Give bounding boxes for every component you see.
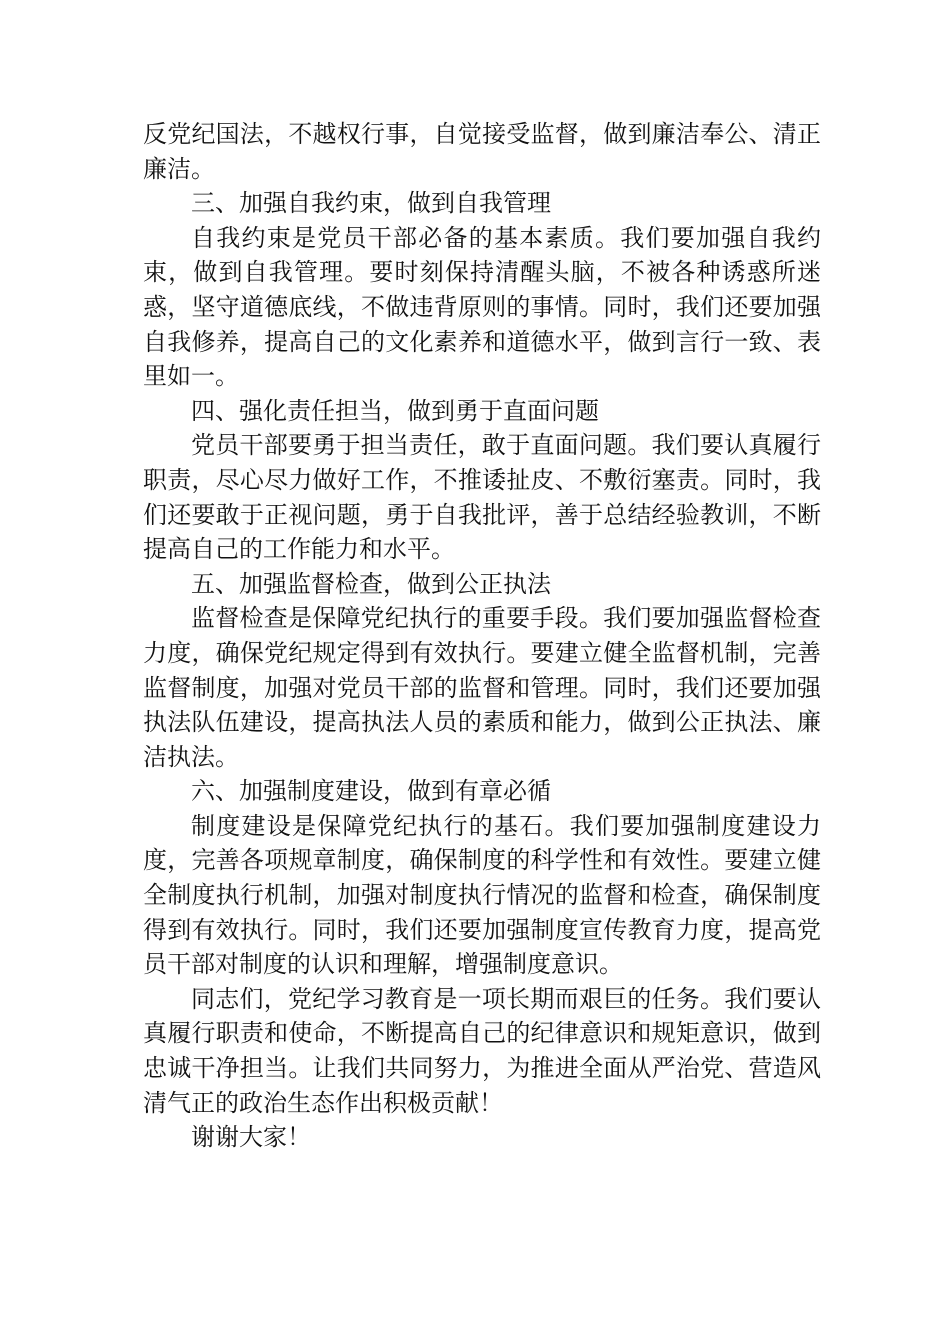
paragraph-continued: 反党纪国法，不越权行事，自觉接受监督，做到廉洁奉公、清正廉洁。 bbox=[143, 120, 821, 183]
section-heading-6: 六、加强制度建设，做到有章必循 bbox=[191, 777, 551, 806]
section-heading-3: 三、加强自我约束，做到自我管理 bbox=[191, 189, 551, 218]
paragraph-institution: 制度建设是保障党纪执行的基石。我们要加强制度建设力度，完善各项规章制度，确保制度的科学性和有效性。要建立健全制度执行机制，加强对制度执行情况的监督和检查，确保制度得到有效执行。同时，我们还要加强制度宣传教育力度，提高党员干部对制度的认识和理解，增强制度意识。 bbox=[143, 811, 821, 979]
section-heading-4: 四、强化责任担当，做到勇于直面问题 bbox=[191, 396, 599, 425]
paragraph-self-discipline: 自我约束是党员干部必备的基本素质。我们要加强自我约束，做到自我管理。要时刻保持清醒头脑，不被各种诱惑所迷惑，坚守道德底线，不做违背原则的事情。同时，我们还要加强自我修养，提高自己的文化素养和道德水平，做到言行一致、表里如一。 bbox=[143, 223, 821, 391]
document-page bbox=[143, 117, 821, 1155]
paragraph-supervision: 监督检查是保障党纪执行的重要手段。我们要加强监督检查力度，确保党纪规定得到有效执行。要建立健全监督机制，完善监督制度，加强对党员干部的监督和管理。同时，我们还要加强执法队伍建设，提高执法人员的素质和能力，做到公正执法、廉洁执法。 bbox=[143, 604, 821, 771]
paragraph-closing: 同志们，党纪学习教育是一项长期而艰巨的任务。我们要认真履行职责和使命，不断提高自己的纪律意识和规矩意识，做到忠诚干净担当。让我们共同努力，为推进全面从严治党、营造风清气正的政治生态作出积极贡献！ bbox=[143, 984, 821, 1117]
paragraph-responsibility: 党员干部要勇于担当责任，敢于直面问题。我们要认真履行职责，尽心尽力做好工作，不推诿扯皮、不敷衍塞责。同时，我们还要敢于正视问题，勇于自我批评，善于总结经验教训，不断提高自己的工作能力和水平。 bbox=[143, 431, 821, 564]
section-heading-5: 五、加强监督检查，做到公正执法 bbox=[191, 569, 551, 598]
paragraph-thanks: 谢谢大家！ bbox=[191, 1123, 311, 1152]
